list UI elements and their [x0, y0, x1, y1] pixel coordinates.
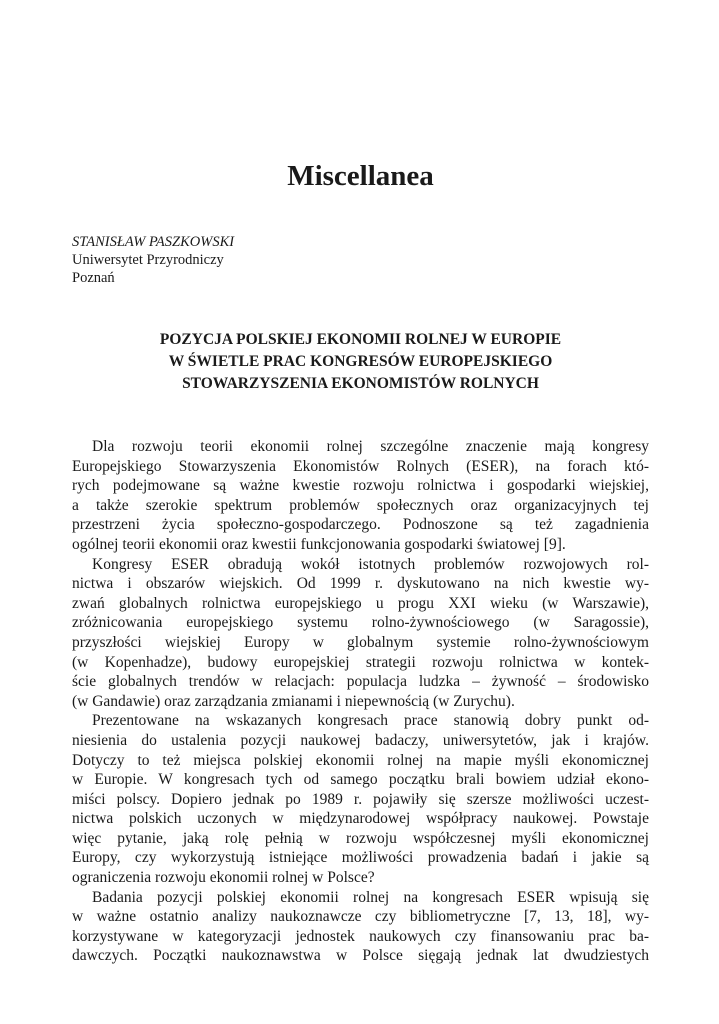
- paragraph-1-line: a także szerokie spektrum problemów społecznych oraz organizacyjnych tej: [72, 496, 649, 514]
- paragraph-4-line: Badania pozycji polskiej ekonomii rolnej na kongresach ESER wpisują się: [92, 888, 649, 906]
- paragraph-2-line: zwań globalnych rolnictwa europejskiego u progu XXI wieku (w Warszawie),: [72, 594, 649, 612]
- paragraph-2-line: nictwa i obszarów wiejskich. Od 1999 r. dyskutowano na nich kwestie wy-: [72, 575, 649, 593]
- paragraph-1-line: Europejskiego Stowarzyszenia Ekonomistów Rolnych (ESER), na forach któ-: [72, 457, 649, 475]
- paragraph-3-line: ograniczenia rozwoju ekonomii rolnej w Polsce?: [72, 869, 375, 887]
- body-text: [72, 437, 649, 966]
- paragraph-2-line: ście globalnych trendów w relacjach: populacja ludzka – żywność – środowisko: [72, 673, 649, 691]
- paragraph-4-line: w ważne ostatnio analizy naukoznawcze czy bibliometryczne [7, 13, 18], wy-: [72, 908, 649, 926]
- paragraph-3-line: więc pytanie, jaką rolę pełnią w rozwoju współczesnej myśli ekonomicznej: [72, 829, 649, 847]
- paragraph-2-line: zróżnicowania europejskiego systemu rolno-żywnościowego (w Saragossie),: [72, 614, 649, 632]
- article-title: [72, 329, 649, 395]
- paragraph-3-line: w Europie. W kongresach tych od samego początku brali bowiem udział ekono-: [72, 771, 649, 789]
- paragraph-2-line: (w Gandawie) oraz zarządzania zmianami i niepewnością (w Zurychu).: [72, 692, 515, 710]
- paragraph-1-line: przestrzeni życia społeczno-gospodarczego. Podnoszone są też zagadnienia: [72, 516, 649, 534]
- paragraph-2-line: (w Kopenhadze), budowy europejskiej strategii rozwoju rolnictwa w kontek-: [72, 653, 649, 671]
- paragraph-2-line: przyszłości wiejskiej Europy w globalnym systemie rolno-żywnościowym: [72, 633, 649, 651]
- author-city: Poznań: [72, 270, 115, 286]
- paragraph-1-line: Dla rozwoju teorii ekonomii rolnej szczególne znaczenie mają kongresy: [92, 438, 649, 455]
- paragraph-3-line: miści polscy. Dopiero jednak po 1989 r. pojawiły się szersze możliwości uczest-: [72, 790, 649, 808]
- paragraph-3-line: Europy, czy wykorzystują istniejące możliwości prowadzenia badań i jakie są: [72, 849, 649, 867]
- article-title-line: POZYCJA POLSKIEJ EKONOMII ROLNEJ W EUROPIE: [159, 331, 562, 348]
- section-title: Miscellanea: [287, 160, 434, 192]
- paragraph-3-line: Dotyczy to też miejsca polskiej ekonomii rolnej na mapie myśli ekonomicznej: [72, 751, 649, 769]
- paragraph-4-line: korzystywane w kategoryzacji jednostek naukowych czy finansowaniu prac ba-: [72, 927, 649, 945]
- author-name: STANISŁAW PASZKOWSKI: [72, 234, 235, 250]
- paragraph-3-line: Prezentowane na wskazanych kongresach prace stanowią dobry punkt od-: [92, 712, 649, 730]
- paragraph-4-line: dawczych. Początki naukoznawstwa w Polsce sięgają jednak lat dwudziestych: [72, 947, 649, 965]
- author-affiliation: Uniwersytet Przyrodniczy: [72, 252, 224, 268]
- paragraph-1-line: ogólnej teorii ekonomii oraz kwestii funkcjonowania gospodarki światowej [9].: [72, 535, 566, 553]
- paragraph-3-line: nictwa polskich uczonych w międzynarodowej współpracy naukowej. Powstaje: [72, 810, 649, 828]
- author-block: [72, 233, 234, 287]
- paragraph-3-line: niesienia do ustalenia pozycji naukowej badaczy, uniwersytetów, jak i krajów.: [72, 731, 649, 749]
- article-title-line: W ŚWIETLE PRAC KONGRESÓW EUROPEJSKIEGO: [168, 353, 553, 370]
- paragraph-1-line: rych podejmowane są ważne kwestie rozwoju rolnictwa i gospodarki wiejskiej,: [72, 477, 649, 495]
- article-title-line: STOWARZYSZENIA EKONOMISTÓW ROLNYCH: [182, 375, 539, 392]
- paragraph-2-line: Kongresy ESER obradują wokół istotnych problemów rozwojowych rol-: [92, 555, 649, 573]
